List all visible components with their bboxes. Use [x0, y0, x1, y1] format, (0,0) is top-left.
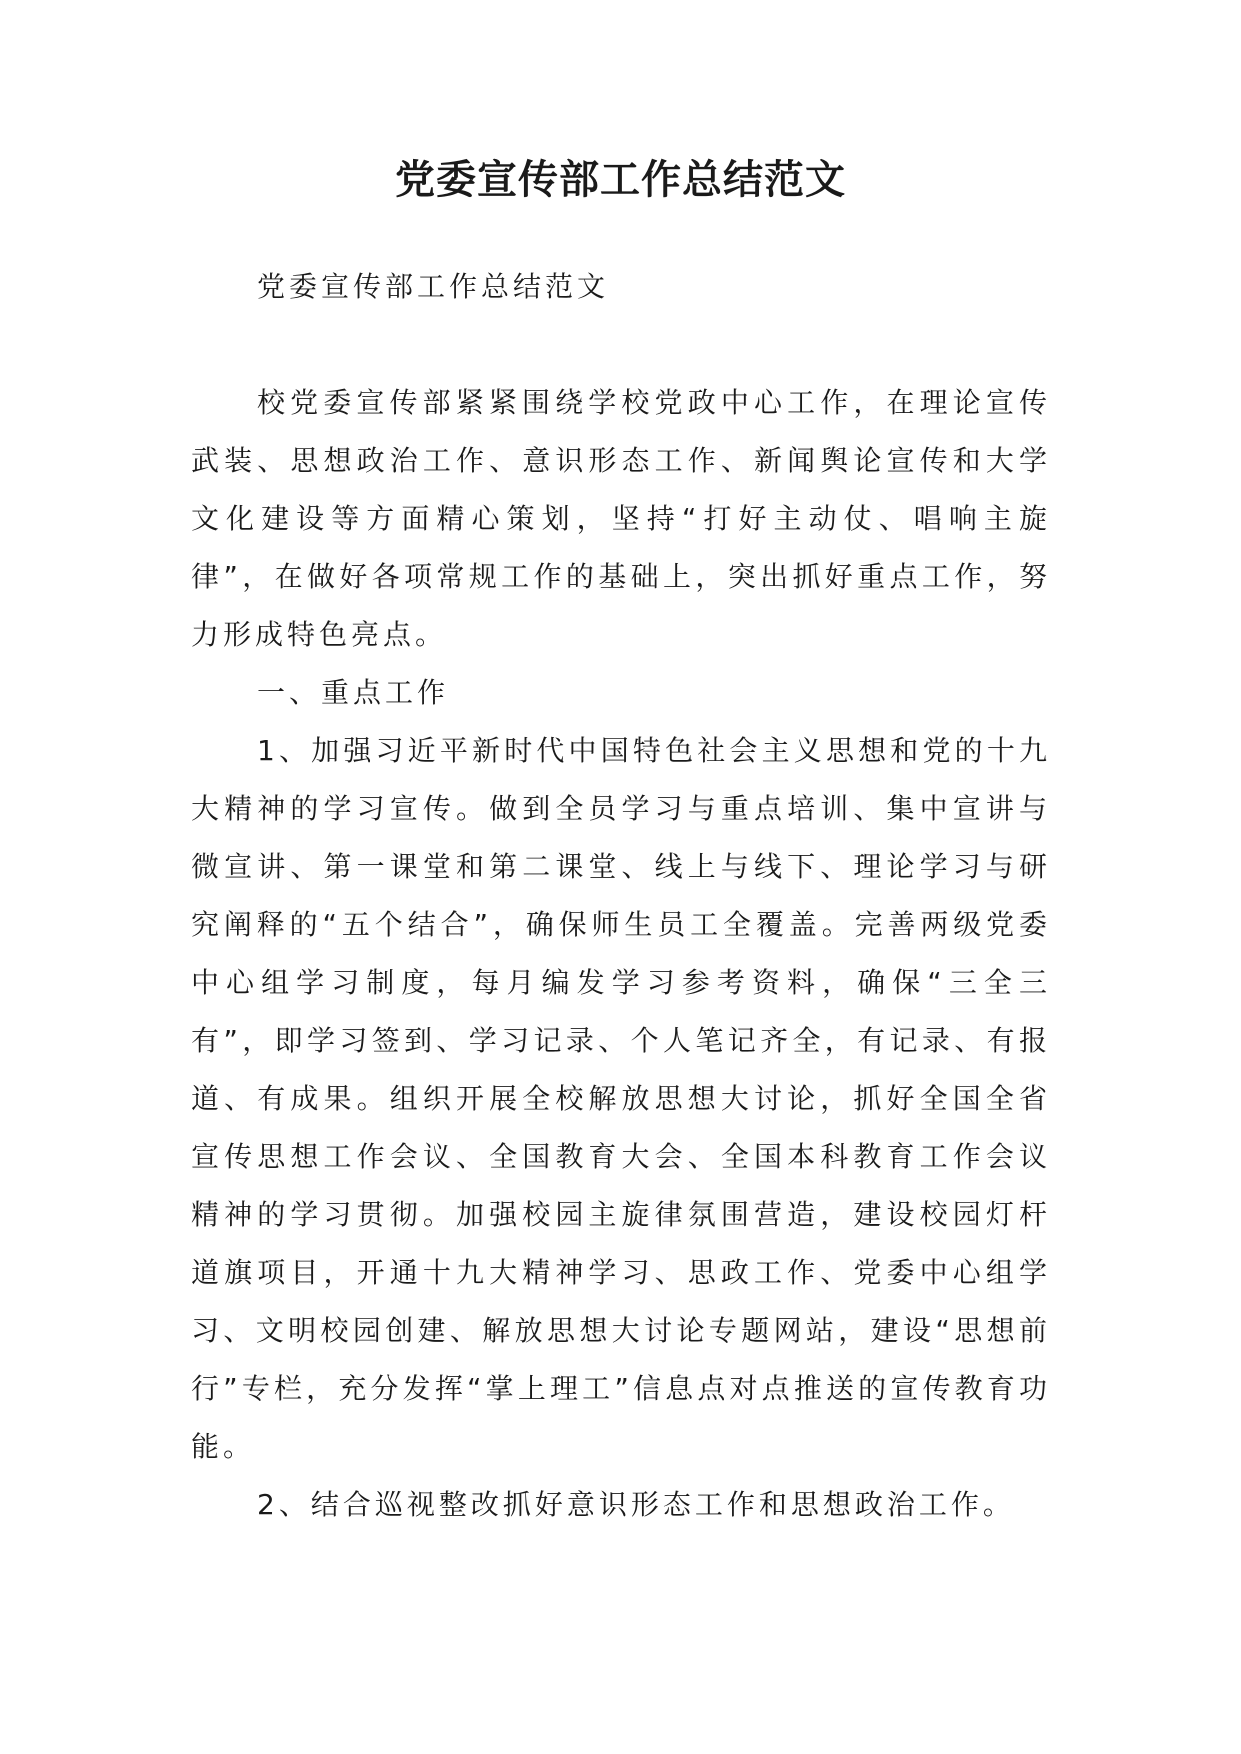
section-heading-key-work: 一、重点工作: [257, 676, 450, 709]
paragraph-item-1: 1、加强习近平新时代中国特色社会主义思想和党的十九大精神的学习宣传。做到全员学习与重点培训、集中宣讲与微宣讲、第一课堂和第二课堂、线上与线下、理论学习与研究阐释的“五个结合”，确保师生员工全覆盖。完善两级党委中心组学习制度，每月编发学习参考资料，确保“三全三有”，即学习签到、学习记录、个人笔记齐全，有记录、有报道、有成果。组织开展全校解放思想大讨论，抓好全国全省宣传思想工作会议、全国教育大会、全国本科教育工作会议精神的学习贯彻。加强校园主旋律氛围营造，建设校园灯杆道旗项目，开通十九大精神学习、思政工作、党委中心组学习、文明校园创建、解放思想大讨论专题网站，建设“思想前行”专栏，充分发挥“掌上理工”信息点对点推送的宣传教育功能。: [191, 734, 1051, 1463]
document-subtitle: 党委宣传部工作总结范文: [257, 270, 610, 303]
paragraph-item-2: 2、结合巡视整改抓好意识形态工作和思想政治工作。: [257, 1488, 1015, 1521]
paragraph-intro: 校党委宣传部紧紧围绕学校党政中心工作，在理论宣传武装、思想政治工作、意识形态工作、新闻舆论宣传和大学文化建设等方面精心策划，坚持“打好主动仗、唱响主旋律”，在做好各项常规工作的基础上，突出抓好重点工作，努力形成特色亮点。: [191, 386, 1051, 651]
document-body: [191, 258, 1051, 1534]
document-title: 党委宣传部工作总结范文: [395, 156, 846, 203]
